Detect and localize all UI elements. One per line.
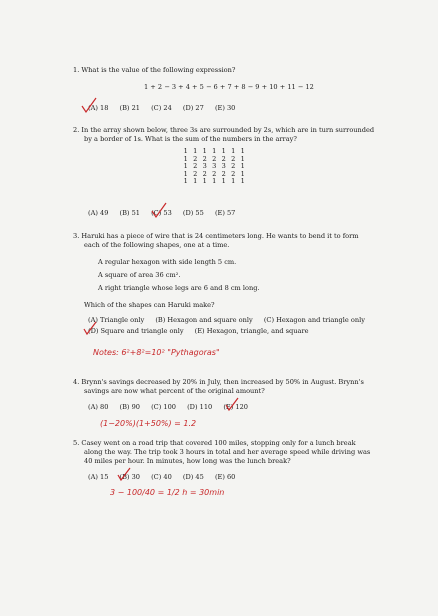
problem-3-choices-line1 bbox=[88, 316, 374, 324]
problem-3-choices-line2 bbox=[88, 327, 318, 335]
problem-1-expression: 1 + 2 − 3 + 4 + 5 − 6 + 7 + 8 − 9 + 10 + 11 − 12 bbox=[144, 83, 314, 91]
choice-c[interactable]: (C) 100 bbox=[151, 403, 176, 411]
choice-e[interactable]: (E) Hexagon, triangle, and square bbox=[194, 327, 309, 335]
choice-e[interactable]: (E) 120 bbox=[223, 403, 248, 411]
problem-1-choices bbox=[88, 104, 244, 112]
choice-a[interactable]: (A) 15 bbox=[88, 473, 109, 481]
number-array bbox=[181, 148, 248, 186]
checkmark-icon bbox=[150, 201, 170, 219]
choice-e[interactable]: (E) 57 bbox=[214, 209, 236, 217]
choice-d[interactable]: (D) 27 bbox=[182, 104, 204, 112]
problem-1-text: 1. What is the value of the following expression? bbox=[73, 66, 236, 74]
checkmark-icon bbox=[80, 96, 100, 114]
choice-d[interactable]: (D) Square and triangle only bbox=[88, 327, 184, 335]
shape-item: A right triangle whose legs are 6 and 8 cm long. bbox=[98, 284, 260, 292]
choice-b[interactable]: (B) 21 bbox=[119, 104, 140, 112]
shape-item: A regular hexagon with side length 5 cm. bbox=[98, 258, 237, 266]
choice-c[interactable]: (C) 24 bbox=[151, 104, 172, 112]
choice-b[interactable]: (B) 90 bbox=[119, 403, 140, 411]
checkmark-icon bbox=[116, 466, 134, 482]
choice-c[interactable]: (C) Hexagon and triangle only bbox=[263, 316, 365, 324]
choice-b[interactable]: (B) 30 bbox=[119, 473, 140, 481]
choice-a[interactable]: (A) 80 bbox=[88, 403, 109, 411]
problem-5-text-line2: along the way. The trip took 3 hours in total and her average speed while driving was bbox=[84, 448, 371, 456]
choice-e[interactable]: (E) 60 bbox=[214, 473, 236, 481]
choice-d[interactable]: (D) 110 bbox=[187, 403, 213, 411]
problem-2-text-line1: 2. In the array shown below, three 3s are surrounded by 2s, which are in turn surrounded bbox=[73, 126, 375, 134]
problem-5-choices bbox=[88, 473, 244, 481]
handwritten-note: (1−20%)(1+50%) = 1.2 bbox=[100, 419, 197, 428]
problem-4-text-line1: 4. Brynn's savings decreased by 20% in July, then increased by 50% in August. Brynn's bbox=[73, 378, 364, 386]
choice-d[interactable]: (D) 45 bbox=[182, 473, 204, 481]
problem-5-text-line3: 40 miles per hour. In minutes, how long was the lunch break? bbox=[84, 457, 291, 465]
choice-b[interactable]: (B) 51 bbox=[119, 209, 140, 217]
choice-c[interactable]: (C) 40 bbox=[151, 473, 172, 481]
array-row: 1 1 1 1 1 1 1 bbox=[183, 177, 245, 186]
choice-b[interactable]: (B) Hexagon and square only bbox=[155, 316, 253, 324]
shape-item: A square of area 36 cm². bbox=[98, 271, 181, 279]
choice-a[interactable]: (A) 18 bbox=[88, 104, 109, 112]
handwritten-note: Notes: 6²+8²=10² "Pythagoras" bbox=[93, 348, 220, 357]
choice-e[interactable]: (E) 30 bbox=[214, 104, 236, 112]
checkmark-icon bbox=[82, 320, 100, 336]
array-row: 1 2 2 2 2 2 1 bbox=[183, 154, 245, 163]
choice-a[interactable]: (A) 49 bbox=[88, 209, 109, 217]
problem-3-text-line2: each of the following shapes, one at a time. bbox=[84, 241, 230, 249]
problem-5-text-line1: 5. Casey went on a road trip that covered 100 miles, stopping only for a lunch break bbox=[73, 439, 356, 447]
array-row: 1 2 3 3 3 2 1 bbox=[183, 162, 245, 171]
choice-a[interactable]: (A) Triangle only bbox=[88, 316, 145, 324]
problem-4-text-line2: savings are now what percent of the original amount? bbox=[84, 387, 265, 395]
array-row: 1 1 1 1 1 1 1 bbox=[183, 147, 245, 155]
problem-2-text-line2: by a border of 1s. What is the sum of the numbers in the array? bbox=[84, 135, 297, 143]
checkmark-icon bbox=[224, 396, 242, 412]
choice-c[interactable]: (C) 53 bbox=[151, 209, 172, 217]
array-row: 1 2 2 2 2 2 1 bbox=[183, 169, 245, 178]
problem-3-question: Which of the shapes can Haruki make? bbox=[84, 301, 215, 309]
handwritten-note: 3 − 100/40 = 1/2 h = 30min bbox=[110, 488, 225, 497]
problem-3-text-line1: 3. Haruki has a piece of wire that is 24 centimeters long. He wants to bend it to form bbox=[73, 232, 359, 240]
choice-d[interactable]: (D) 55 bbox=[182, 209, 204, 217]
